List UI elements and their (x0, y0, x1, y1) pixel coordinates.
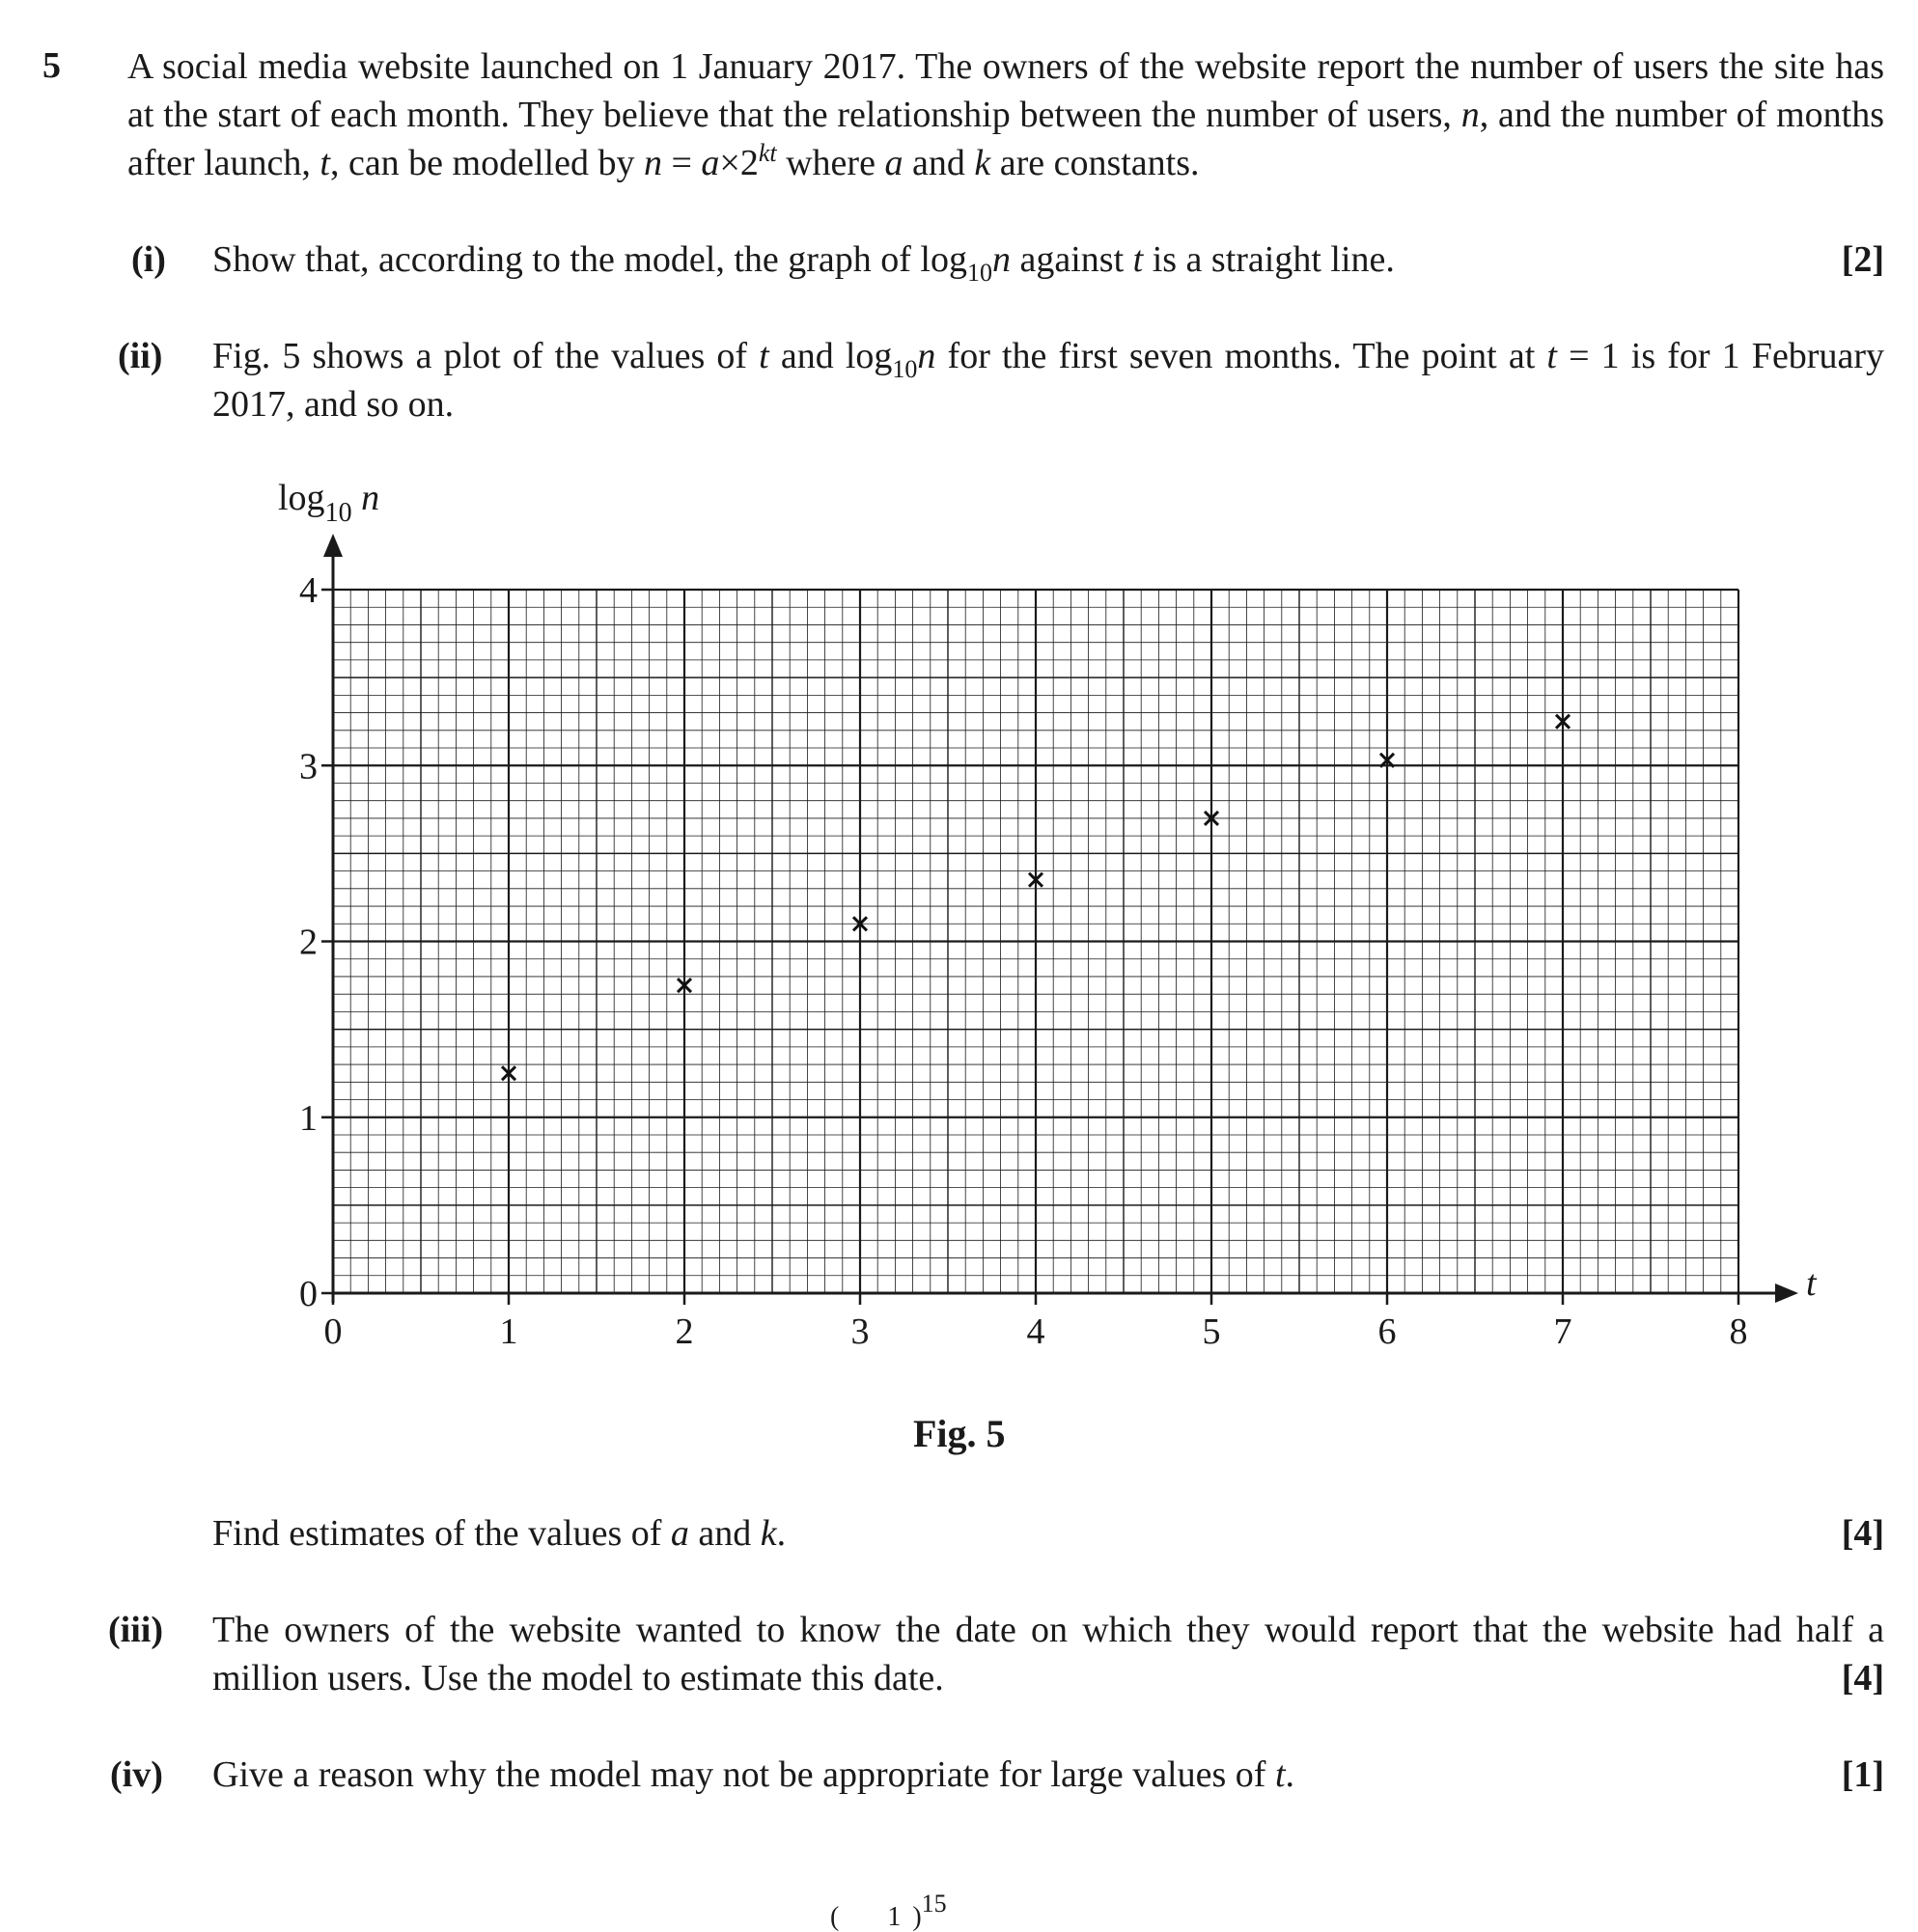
x-tick-label: 5 (1202, 1311, 1221, 1352)
x-axis-arrow (1775, 1283, 1798, 1303)
part-ii-text: Fig. 5 shows a plot of the values of t and $\log_{10}n$ for the first seven months. The point at t = 1 is for 1 February 2017, and so on. (212, 336, 1884, 425)
part-iv-marks: [1] (1841, 1754, 1884, 1795)
part-i-text: Show that, according to the model, the graph of $\log_{10}n$ against t is a straight line. (212, 239, 1395, 287)
y-tick-label: 0 (299, 1274, 318, 1314)
x-tick-label: 0 (323, 1311, 343, 1352)
part-i-label: (i) (131, 239, 166, 280)
part-ii-marks: [4] (1841, 1513, 1884, 1554)
next-question-fragment: ( 1 )$^{15}$ (830, 1890, 947, 1932)
x-tick-label: 7 (1553, 1311, 1572, 1352)
x-tick-label: 8 (1729, 1311, 1748, 1352)
y-axis-label: $\log_{10} n$ (278, 478, 380, 528)
y-tick-label: 1 (299, 1097, 318, 1139)
part-iv-label: (iv) (110, 1754, 163, 1795)
part-ii-find-text: Find estimates of the values of a and k. (212, 1513, 787, 1554)
x-tick-label: 3 (850, 1311, 870, 1352)
y-tick-label: 2 (299, 922, 318, 963)
y-axis-arrow (323, 534, 343, 557)
part-iii-text: The owners of the website wanted to know the date on which they would report that the website had half a million users. Use the model to estimate this date. (212, 1610, 1884, 1698)
grid (333, 590, 1738, 1293)
x-tick-label: 4 (1026, 1311, 1045, 1352)
part-ii-label: (ii) (118, 336, 163, 376)
question-number: 5 (42, 45, 61, 86)
part-iii-marks: [4] (1841, 1658, 1884, 1698)
part-iii-label: (iii) (108, 1610, 163, 1650)
y-tick-label: 4 (299, 570, 318, 611)
figure-caption: Fig. 5 (913, 1412, 1006, 1455)
x-tick-label: 6 (1377, 1311, 1397, 1352)
x-axis-label: t (1806, 1263, 1817, 1304)
question-intro: A social media website launched on 1 January 2017. The owners of the website report the number of users the site has at the start of each month. They believe that the relationship between the number of users, n, and the number of months after launch, t, can be modelled by $n = a\times 2^{kt}$ where a and k are constants. (127, 46, 1884, 183)
y-tick-label: 3 (299, 746, 318, 787)
x-tick-label: 2 (675, 1311, 694, 1352)
part-iv-text: Give a reason why the model may not be appropriate for large values of t. (212, 1754, 1294, 1795)
x-tick-label: 1 (499, 1311, 518, 1352)
part-i-marks: [2] (1841, 239, 1884, 280)
